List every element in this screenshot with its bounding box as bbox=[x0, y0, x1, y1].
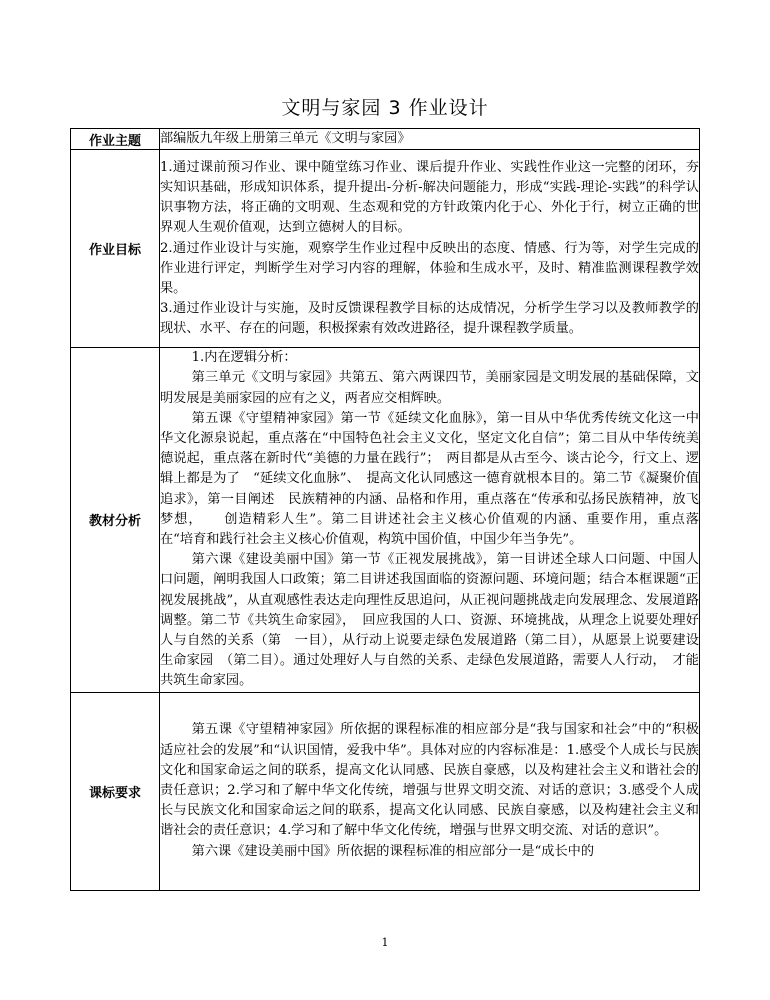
analysis-paragraph-1: 1.内在逻辑分析： bbox=[191, 350, 297, 366]
table-row-goal bbox=[71, 150, 700, 348]
document-title: 文明与家园 3 作业设计 bbox=[281, 97, 489, 119]
goal-paragraph-2: 2.通过作业设计与实施，观察学生作业过程中反映出的态度、情感、行为等，对学生完成的作业进行评定，判断学生对学习内容的理解，体验和生成水平，及时、精准监测课程教学效果。 bbox=[160, 240, 699, 296]
assignment-table bbox=[70, 128, 713, 891]
row-label-topic: 作业主题 bbox=[71, 129, 160, 150]
analysis-paragraph-3: 第五课《守望精神家园》第一节《延续文化血脉》，第一目从中华优秀传统文化这一中华文化源泉说起，重点落在“中国特色社会主义文化，坚定文化自信”；第二目从中华传统美德说起，重点落在新时代“美德的力量在践行”； 两目都是从古至今、谈古论今，行文上、逻辑上都是为了 “延续文化血脉”、 提高文化认同感这一德育就根本目的。第二节《凝聚价值追求》，第一目阐述 民族精神的内涵、品格和作用，重点落在“传承和弘扬民族精神，放飞梦想， 创造精彩人生”。第二目讲述社会主义核心价值观的内涵、重要作用，重点落 在“培育和践行社会主义核心价值观，构筑中国价值，中国少年当争先”。 bbox=[160, 410, 713, 548]
page-number: 1 bbox=[381, 936, 389, 949]
analysis-paragraph-2: 第三单元《文明与家园》共第五、第六两课四节，美丽家园是文明发展的基础保障，文明发展是美丽家园的应有之义，两者应交相辉映。 bbox=[160, 370, 699, 406]
row-content-goal bbox=[160, 150, 700, 348]
row-content-topic bbox=[160, 129, 700, 150]
goal-paragraph-1: 1.通过课前预习作业、课中随堂练习作业、课后提升作业、实践性作业这一完整的闭环，夯实知识基础，形成知识体系，提升提出-分析-解决问题能力，形成“实践-理论-实践”的科学认识事物方法，将正确的文明观、生态观和党的方针政策内化于心、外化于行，树立正确的世界观人生观价值观，达到立德树人的目标。 bbox=[160, 159, 699, 236]
row-label-analysis: 教材分析 bbox=[71, 348, 160, 692]
row-content-standard bbox=[160, 692, 700, 890]
standard-paragraph-2: 第六课《建设美丽中国》所依据的课程标准的相应部分一是“成长中的 bbox=[191, 843, 595, 859]
analysis-paragraph-4: 第六课《建设美丽中国》第一节《正视发展挑战》，第一目讲述全球人口问题、中国人口问题，阐明我国人口政策；第二目讲述我国面临的资源问题、环境问题；结合本框课题“正视发展挑战”，从直观感性表达走向理性反思追问，从正视问题挑战走向发展理念、发展道路调整。第二节《共筑生命家园》， 回应我国的人口、资源、环境挑战，从理念上说要处理好人与自然的关系（第 一目），从行动上说要走绿色发展道路（第二目），从愿景上说要建设生命家园 （第二目）。通过处理好人与自然的关系、走绿色发展道路，需要人人行动， 才能共筑生命家园。 bbox=[160, 552, 699, 689]
table-row-analysis bbox=[71, 348, 700, 692]
goal-paragraph-3: 3.通过作业设计与实施，及时反馈课程教学目标的达成情况，分析学生学习以及教师教学的现状、水平、存在的问题，积极探索有效改进路径，提升课程教学质量。 bbox=[160, 301, 699, 337]
table-row-standard bbox=[71, 692, 700, 890]
topic-text: 部编版九年级上册第三单元《文明与家园》 bbox=[160, 131, 411, 146]
row-label-standard: 课标要求 bbox=[71, 692, 160, 890]
standard-paragraph-1: 第五课《守望精神家园》所依据的课程标准的相应部分是“我与国家和社会”中的“积极适应社会的发展”和“认识国情，爱我中华”。具体对应的内容标准是：1.感受个人成长与民族文化和国家命运之间的联系，提高文化认同感、民族自豪感，以及构建社会主义和谐社会的责任意识；2.学习和了解中华文化传统，增强与世界文明交流、对话的意识；3.感受个人成长与民族文化和国家命运之间的联系，提高文化认同感、民族自豪感，以及构建社会主义和谐社会的责任意识；4.学习和了解中华文化传统，增强与世界文明交流、对话的意识”。 bbox=[160, 722, 699, 839]
row-label-goal: 作业目标 bbox=[71, 150, 160, 348]
table-row-topic bbox=[71, 129, 700, 150]
row-content-analysis bbox=[160, 348, 713, 692]
